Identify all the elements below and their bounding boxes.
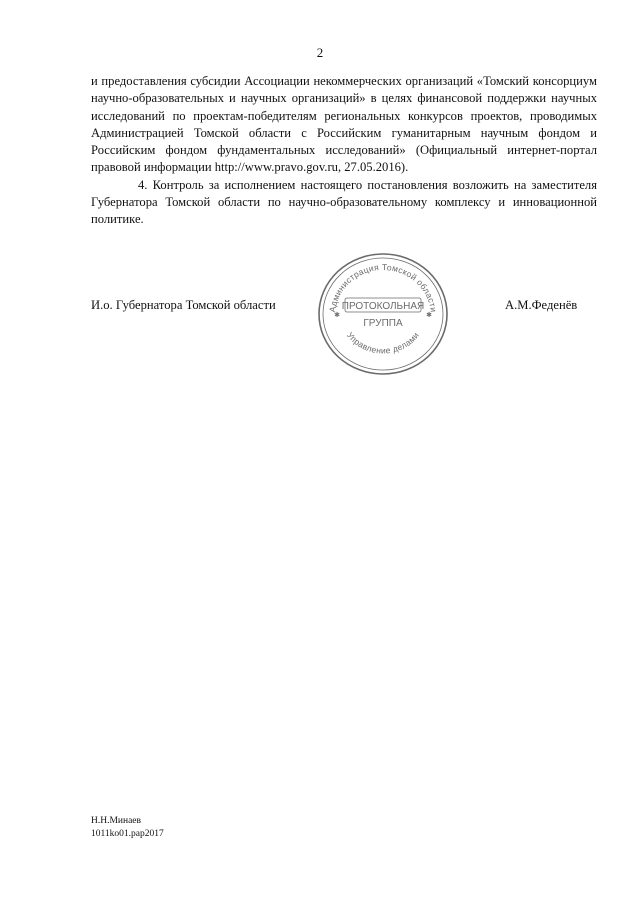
stamp-outer-text-bottom: Управление делами: [344, 330, 422, 356]
stamp-center-line-1: ПРОТОКОЛЬНАЯ: [341, 301, 425, 312]
footer-author: Н.Н.Минаев: [91, 816, 142, 826]
signatory-name: А.М.Феденёв: [505, 298, 578, 312]
stamp-seal: [315, 250, 451, 378]
footer-file-code: 1011ko01.pap2017: [91, 829, 164, 839]
star-icon: ✱: [426, 311, 432, 319]
signatory-position: И.о. Губернатора Томской области: [91, 298, 276, 312]
star-icon: ✱: [334, 311, 340, 319]
document-body: [91, 73, 597, 229]
paragraph-continuation: и предоставления субсидии Ассоциации некоммерческих организаций «Томский консорциум научно-образовательных и научных организаций» в целях финансовой поддержки научных исследований по проектам-победителям региональных конкурсов проектов, проводимых Администрацией Томской области с Российским гуманитарным научным фондом и Российским фондом фундаментальных исследований» (Официальный интернет-портал правовой информации http://www.pravo.gov.ru, 27.05.2016).: [91, 74, 597, 175]
stamp-outer-text-top: Администрация Томской области: [327, 261, 439, 313]
paragraph-4: 4. Контроль за исполнением настоящего постановления возложить на заместителя Губернатора Томской области по научно-образовательному комплексу и инновационной политике.: [91, 177, 597, 227]
page-number: 2: [316, 45, 324, 60]
stamp-center-line-2: ГРУППА: [363, 318, 403, 329]
document-footer: [91, 815, 164, 841]
official-stamp: [315, 250, 451, 378]
